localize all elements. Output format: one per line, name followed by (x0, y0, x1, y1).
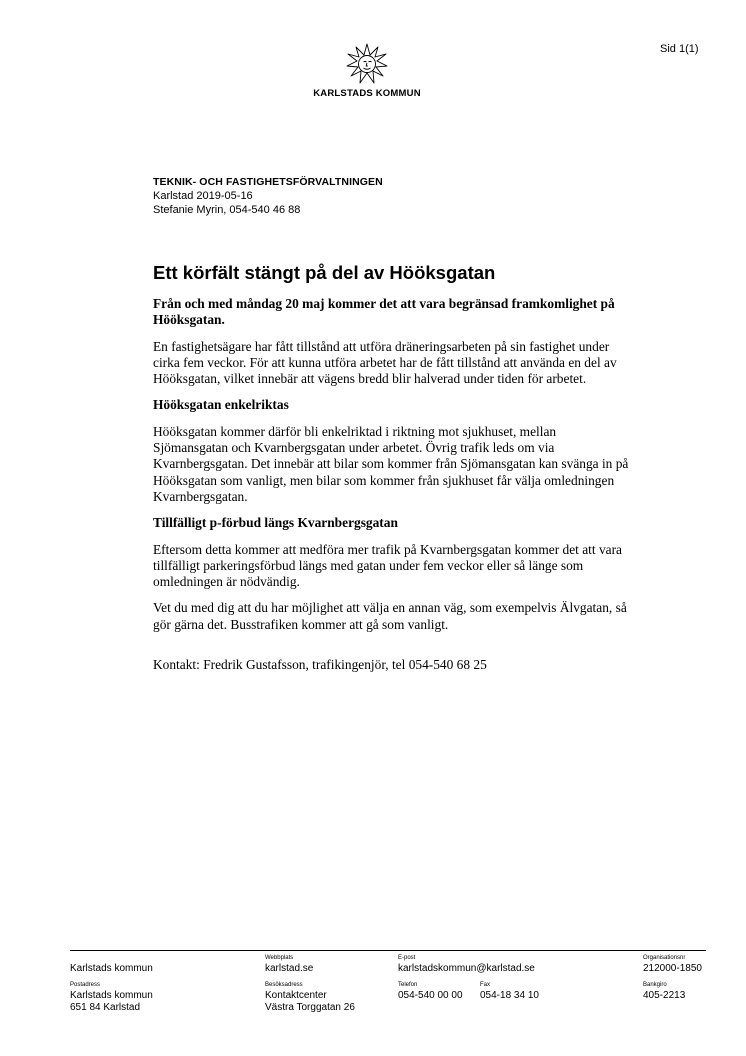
contact-line: Kontakt: Fredrik Gustafsson, trafikingenjör, tel 054-540 68 25 (153, 657, 487, 673)
section-text-one-way: Hööksgatan kommer därför bli enkelriktad i riktning mot sjukhuset, mellan Sjömansgatan och Kvarnbergsgatan under arbetet. Övrig trafik leds om via Kvarnbergsgatan. Det innebär att bilar som kommer från Sjömansgatan kan svänga in på Hööksgatan som vanligt, men bilar som kommer från sjukhuset får välja omledningen Kvarnbergsgatan. (153, 423, 629, 504)
section-heading-one-way: Hööksgatan enkelriktas (153, 397, 289, 413)
footer-orgnr-label: Organisationsnr (643, 955, 686, 961)
footer-visit-label: Besöksadress (265, 982, 303, 988)
footer-visit-line1: Kontaktcenter (265, 990, 327, 1001)
section-text-parking-ban: Eftersom detta kommer att medföra mer trafik på Kvarnbergsgatan kommer det att vara tillfälligt parkeringsförbud längs med gatan under fem veckor eller så länge som omledningen är nödvändig. (153, 541, 622, 590)
sun-face-icon (345, 42, 389, 86)
footer-visit-line2: Västra Torggatan 26 (265, 1002, 355, 1013)
footer-fax-label: Fax (480, 982, 491, 988)
lead-paragraph: Från och med måndag 20 maj kommer det att vara begränsad framkomlighet på Hööksgatan. (153, 296, 615, 328)
intro-paragraph: En fastighetsägare har fått tillstånd att utföra dräneringsarbeten på sin fastighet under cirka fem veckor. För att kunna utföra arbetet har de fått tillstånd att använda en del av Hööksgatan, vilket innebär att vägens bredd blir halverad under tiden för arbetet. (153, 338, 617, 387)
footer-org-name: Karlstads kommun (70, 963, 153, 974)
footer-postal-line1: Karlstads kommun (70, 990, 153, 1001)
logo-text: KARLSTADS KOMMUN (313, 88, 421, 99)
department-name: TEKNIK- OCH FASTIGHETSFÖRVALTNINGEN (153, 176, 383, 188)
footer-bankgiro-value: 405-2213 (643, 990, 686, 1001)
footer-postal-label: Postadress (70, 982, 101, 988)
footer-orgnr-value: 212000-1850 (643, 963, 702, 974)
section-heading-parking-ban: Tillfälligt p-förbud längs Kvarnbergsgatan (153, 515, 398, 531)
footer-phone-value: 054-540 00 00 (398, 990, 463, 1001)
letter-header (153, 175, 383, 217)
footer-email-label: E-post (398, 955, 416, 961)
page-number: Sid 1(1) (660, 43, 699, 55)
footer-web-label: Webbplats (265, 955, 294, 961)
footer-phone-label: Telefon (398, 982, 418, 988)
footer-web-value: karlstad.se (265, 963, 314, 974)
contact-person: Stefanie Myrin, 054-540 46 88 (153, 204, 301, 216)
page-title: Ett körfält stängt på del av Hööksgatan (153, 262, 496, 283)
place-date: Karlstad 2019-05-16 (153, 190, 253, 202)
footer-email-value: karlstadskommun@karlstad.se (398, 963, 535, 974)
section-text-alternative-route: Vet du med dig att du har möjlighet att välja en annan väg, som exempelvis Älvgatan, så gör gärna det. Busstrafiken kommer att gå som vanligt. (153, 600, 627, 632)
logo (300, 42, 434, 99)
footer-divider (70, 950, 706, 951)
footer-fax-value: 054-18 34 10 (480, 990, 539, 1001)
footer-bankgiro-label: Bankgiro (643, 982, 667, 988)
footer-postal-line2: 651 84 Karlstad (70, 1002, 141, 1013)
document-body (153, 296, 633, 683)
